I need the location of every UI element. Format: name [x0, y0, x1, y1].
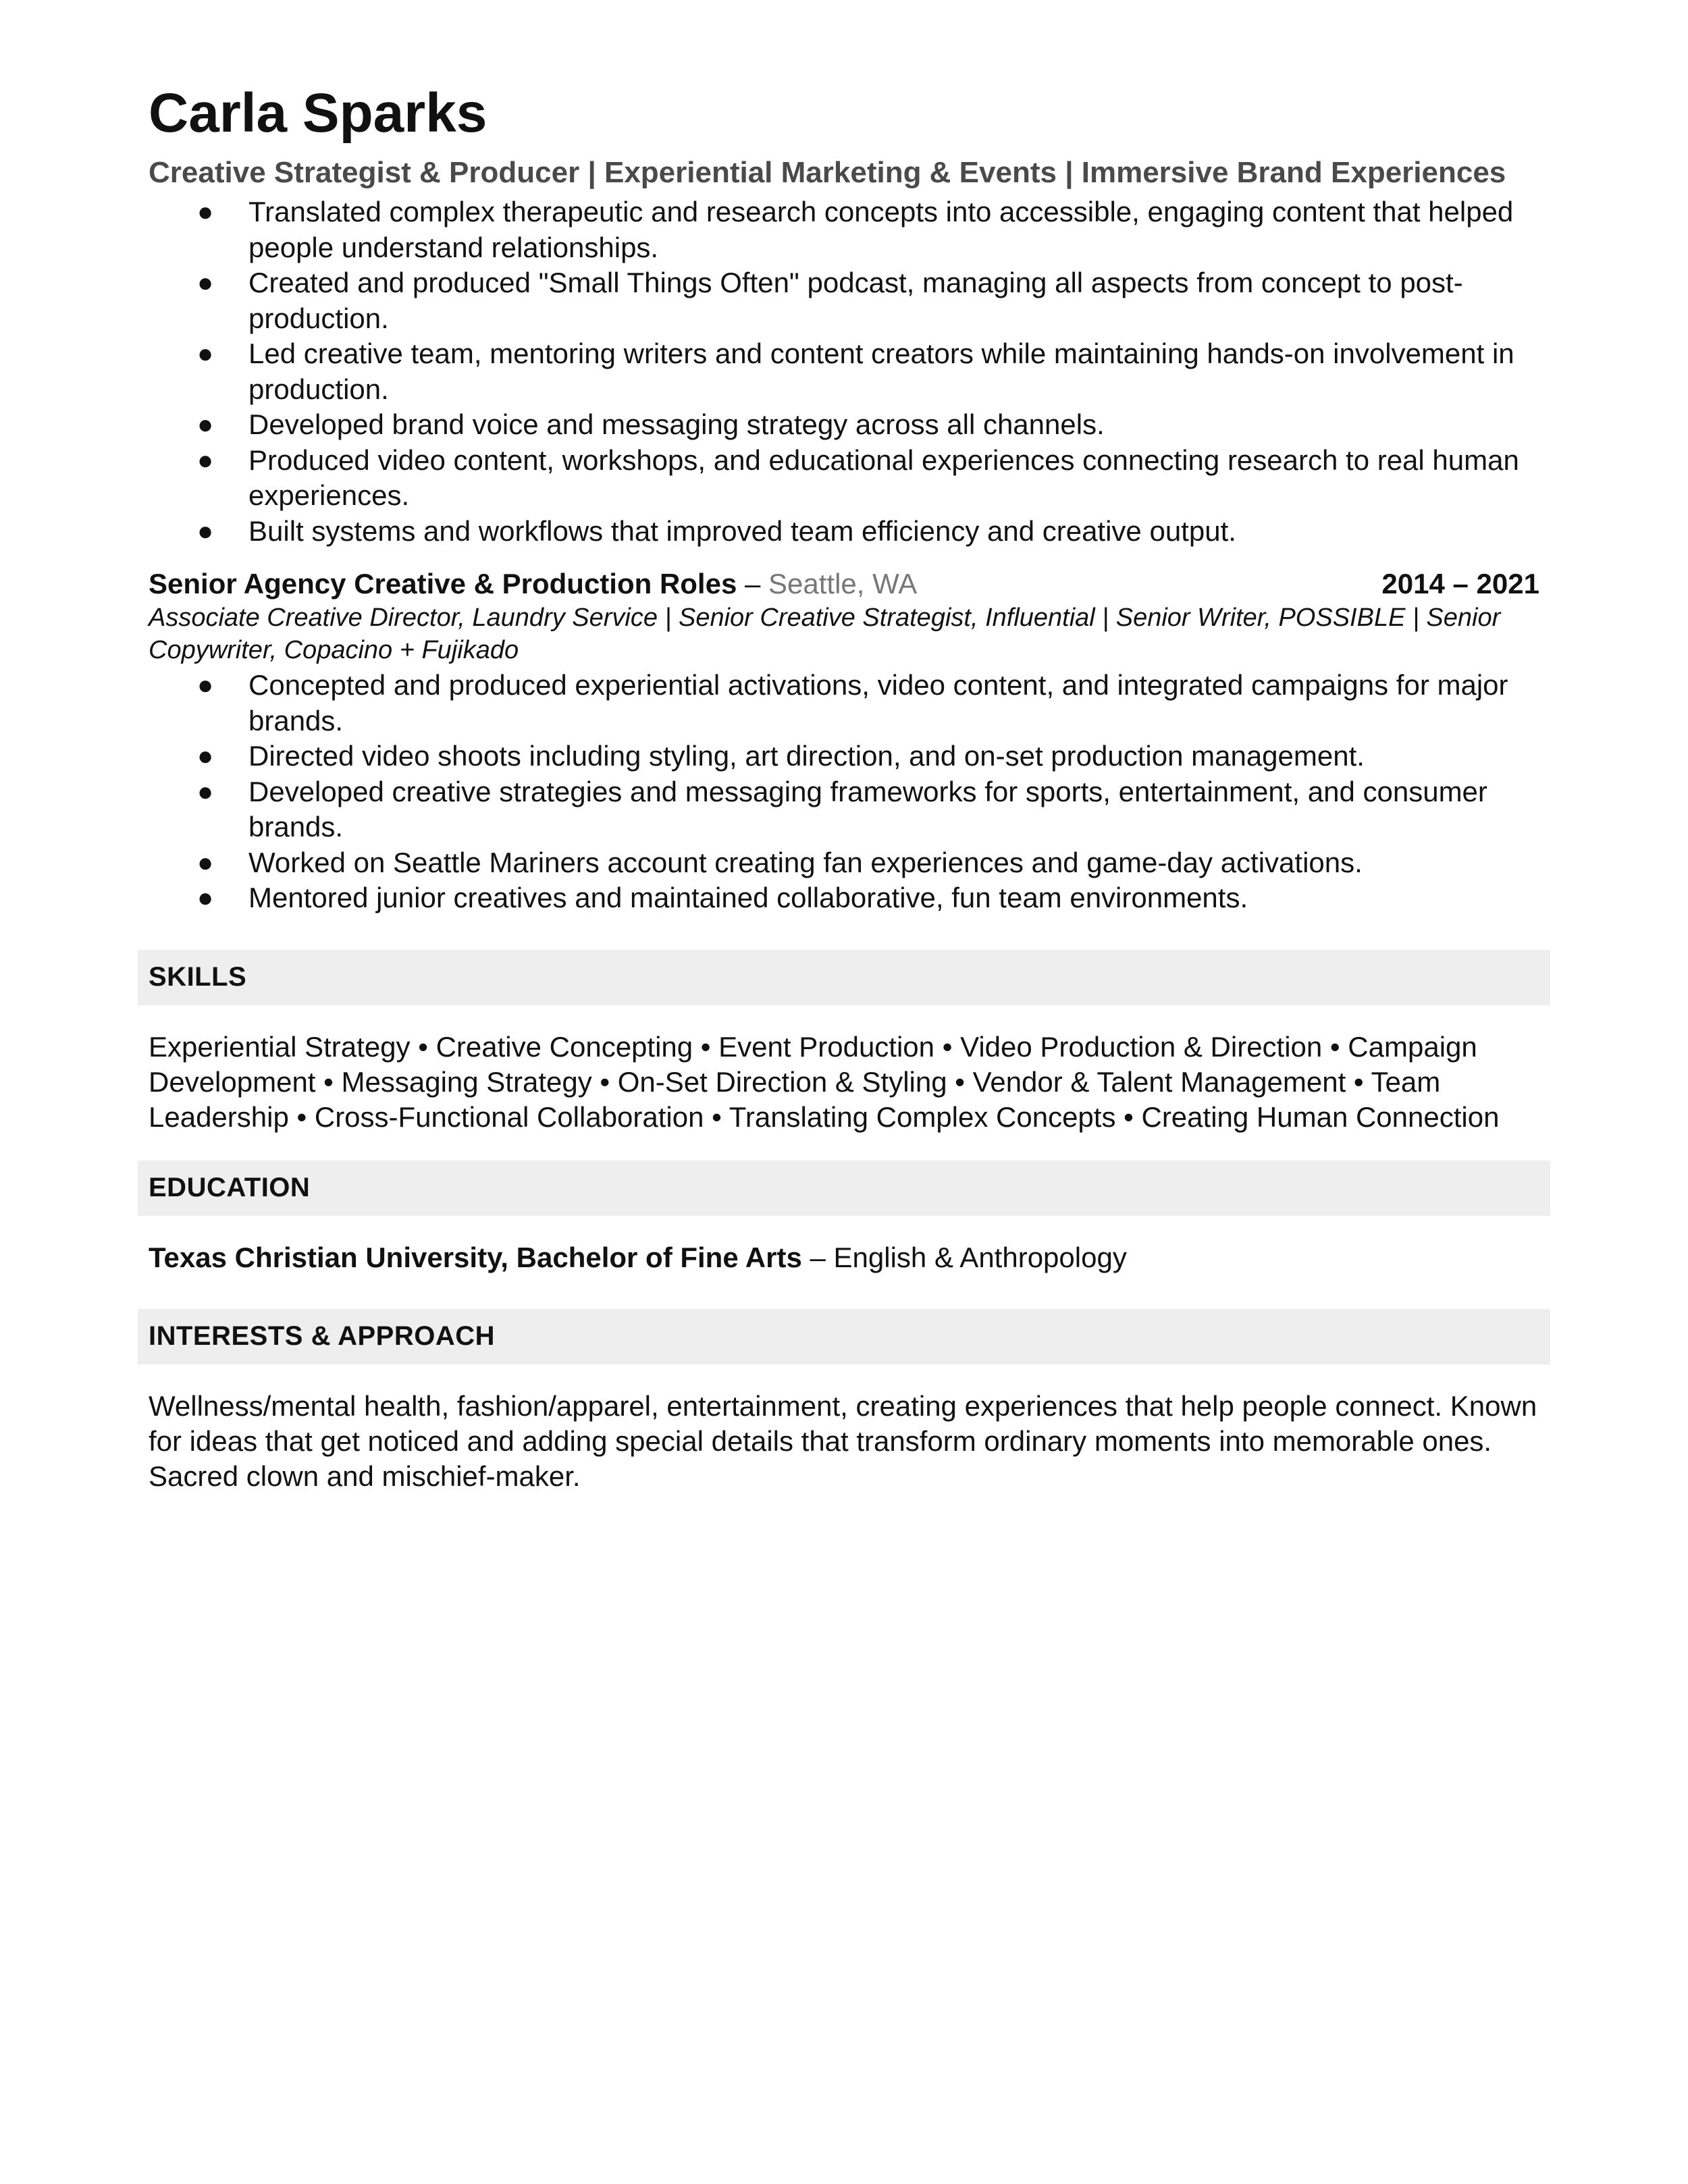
candidate-tagline: Creative Strategist & Producer | Experiential Marketing & Events | Immersive Brand Experiences: [149, 156, 1506, 189]
education-school: Texas Christian University, Bachelor of Fine Arts: [149, 1241, 802, 1273]
skills-heading-label: SKILLS: [149, 962, 247, 992]
list-item: ● Developed brand voice and messaging strategy across all channels.: [149, 407, 1539, 443]
bullet-icon: ●: [197, 516, 214, 546]
education-detail: – English & Anthropology: [801, 1241, 1127, 1273]
role-title-line: [149, 566, 917, 602]
skills-text: Experiential Strategy • Creative Concepting • Event Production • Video Production & Direction • Campaign Development • Messaging Strategy • On-Set Direction & Styling • Vendor & Talent Management • Team Leadership • Cross-Functional Collaboration • Translating Complex Concepts • Creating Human Connection: [149, 1030, 1500, 1133]
experience-2-bullets: [149, 668, 1539, 916]
bullet-icon: ●: [197, 741, 214, 771]
list-item: ● Produced video content, workshops, and educational experiences connecting research to real human experiences.: [197, 444, 1519, 511]
role-title: Senior Agency Creative & Production Roles: [149, 568, 737, 600]
list-item: ● Developed creative strategies and messaging frameworks for sports, entertainment, and consumer brands.: [197, 775, 1487, 843]
education-heading-label: EDUCATION: [149, 1173, 311, 1202]
bullet-icon: ●: [197, 445, 214, 475]
bullet-icon: ●: [197, 670, 214, 700]
skills-heading: [138, 950, 1550, 1005]
list-item: ● Built systems and workflows that improved team efficiency and creative output.: [149, 514, 1539, 550]
list-item: ● Mentored junior creatives and maintained collaborative, fun team environments.: [149, 880, 1539, 916]
interests-text: Wellness/mental health, fashion/apparel, entertainment, creating experiences that help people connect. Known for ideas that get noticed and adding special details that transform ordinary moments into memorable ones. Sacred clown and mischief-maker.: [149, 1389, 1537, 1492]
role-header: [149, 566, 1539, 602]
list-item: ● Led creative team, mentoring writers and content creators while maintaining hands-on involvement in production.: [197, 338, 1514, 405]
bullet-icon: ●: [197, 268, 214, 298]
list-item: ● Created and produced "Small Things Often" podcast, managing all aspects from concept to post-production.: [197, 267, 1463, 334]
bullet-icon: ●: [197, 339, 214, 369]
resume-page: [149, 81, 1539, 1494]
role-location: Seattle, WA: [768, 568, 918, 600]
experience-1-bullets: [149, 194, 1539, 549]
role-separator: –: [737, 568, 769, 600]
bullet-icon: ●: [197, 883, 214, 913]
bullet-icon: ●: [197, 847, 214, 878]
bullet-icon: ●: [197, 197, 214, 227]
role-dates: 2014 – 2021: [1381, 568, 1539, 600]
bullet-icon: ●: [197, 776, 214, 807]
list-item: ● Concepted and produced experiential activations, video content, and integrated campaigns for major brands.: [197, 669, 1508, 737]
list-item: ● Translated complex therapeutic and research concepts into accessible, engaging content that helped people understand relationships.: [197, 196, 1514, 263]
bullet-icon: ●: [197, 410, 214, 440]
role-subtitle: Associate Creative Director, Laundry Service | Senior Creative Strategist, Influential | Senior Writer, POSSIBLE | Senior Copywriter, Copacino + Fujikado: [149, 604, 1501, 664]
interests-heading: [138, 1309, 1550, 1364]
interests-heading-label: INTERESTS & APPROACH: [149, 1321, 496, 1351]
candidate-name: Carla Sparks: [149, 82, 487, 144]
list-item: ● Worked on Seattle Mariners account creating fan experiences and game-day activations.: [149, 845, 1539, 881]
education-heading: [138, 1161, 1550, 1216]
education-entry: [149, 1240, 1539, 1275]
list-item: ● Directed video shoots including styling, art direction, and on-set production management.: [149, 739, 1539, 774]
